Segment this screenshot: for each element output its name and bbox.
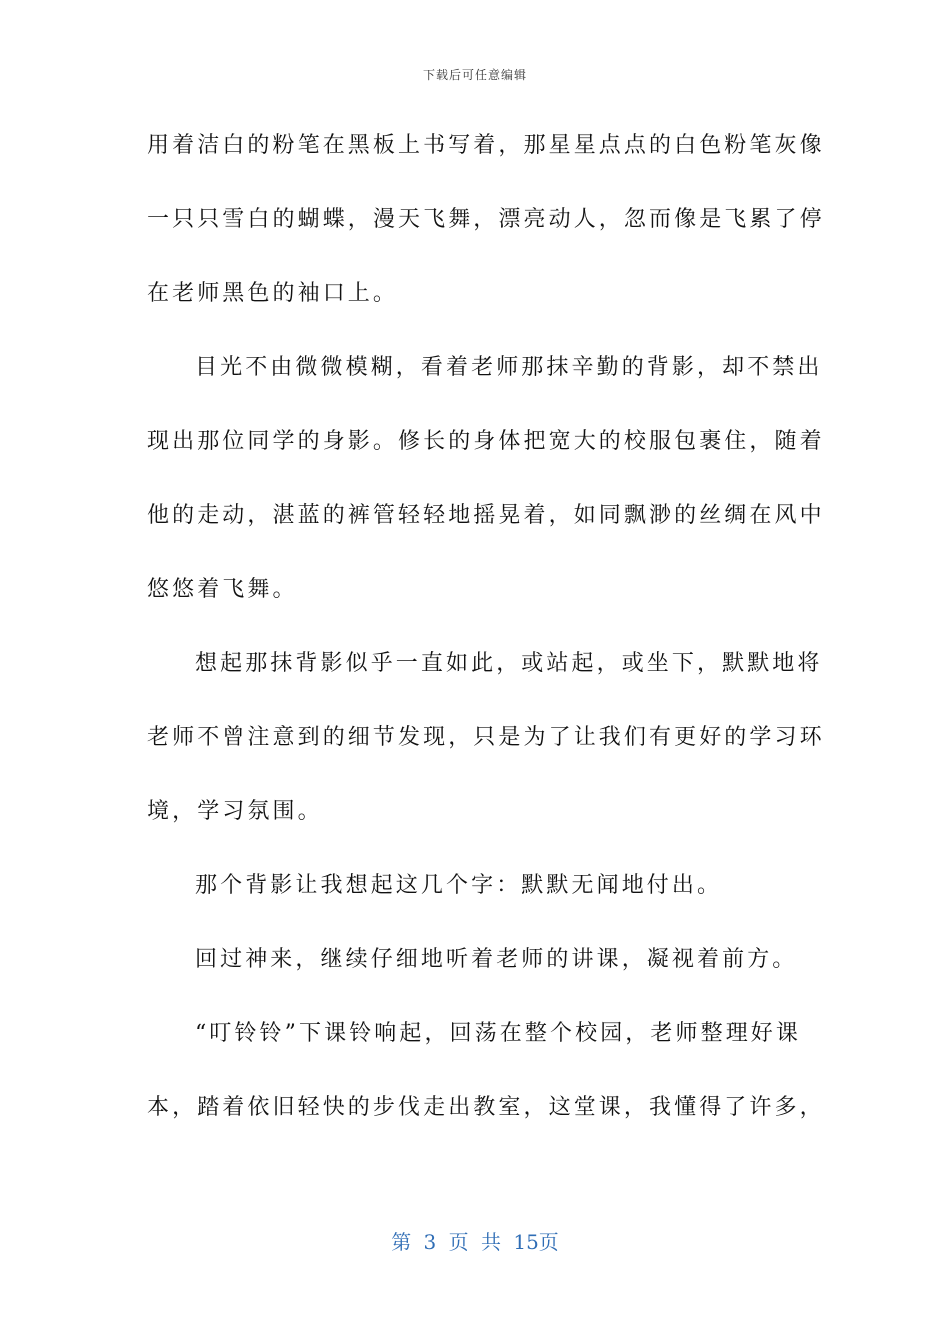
- text-line: 用着洁白的粉笔在黑板上书写着，那星星点点的白色粉笔灰像: [147, 133, 825, 158]
- text-line: 悠悠着飞舞。: [147, 577, 298, 602]
- text-line: 那个背影让我想起这几个字：默默无闻地付出。: [195, 873, 723, 898]
- text-line: 一只只雪白的蝴蝶，漫天飞舞，漂亮动人，忽而像是飞累了停: [147, 207, 825, 232]
- text-line: 他的走动，湛蓝的裤管轻轻地摇晃着，如同飘渺的丝绸在风中: [147, 503, 825, 528]
- text-line: 回过神来，继续仔细地听着老师的讲课，凝视着前方。: [195, 947, 798, 972]
- text-line: 想起那抹背影似乎一直如此，或站起，或坐下，默默地将: [195, 651, 823, 676]
- text-line: 目光不由微微模糊，看着老师那抹辛勤的背影，却不禁出: [195, 355, 823, 380]
- text-line: 本，踏着依旧轻快的步伐走出教室，这堂课，我懂得了许多，: [147, 1095, 825, 1120]
- text-line: “叮铃铃”下课铃响起，回荡在整个校园，老师整理好课: [195, 1021, 801, 1046]
- page-number: 第 3 页 共 15页: [391, 1230, 559, 1254]
- document-body: [147, 128, 825, 1164]
- text-line: 现出那位同学的身影。修长的身体把宽大的校服包裹住，随着: [147, 429, 825, 454]
- text-line: 老师不曾注意到的细节发现，只是为了让我们有更好的学习环: [147, 725, 825, 750]
- text-line: 在老师黑色的袖口上。: [147, 281, 399, 306]
- text-line: 境，学习氛围。: [147, 799, 323, 824]
- page-header: 下载后可任意编辑: [422, 68, 527, 82]
